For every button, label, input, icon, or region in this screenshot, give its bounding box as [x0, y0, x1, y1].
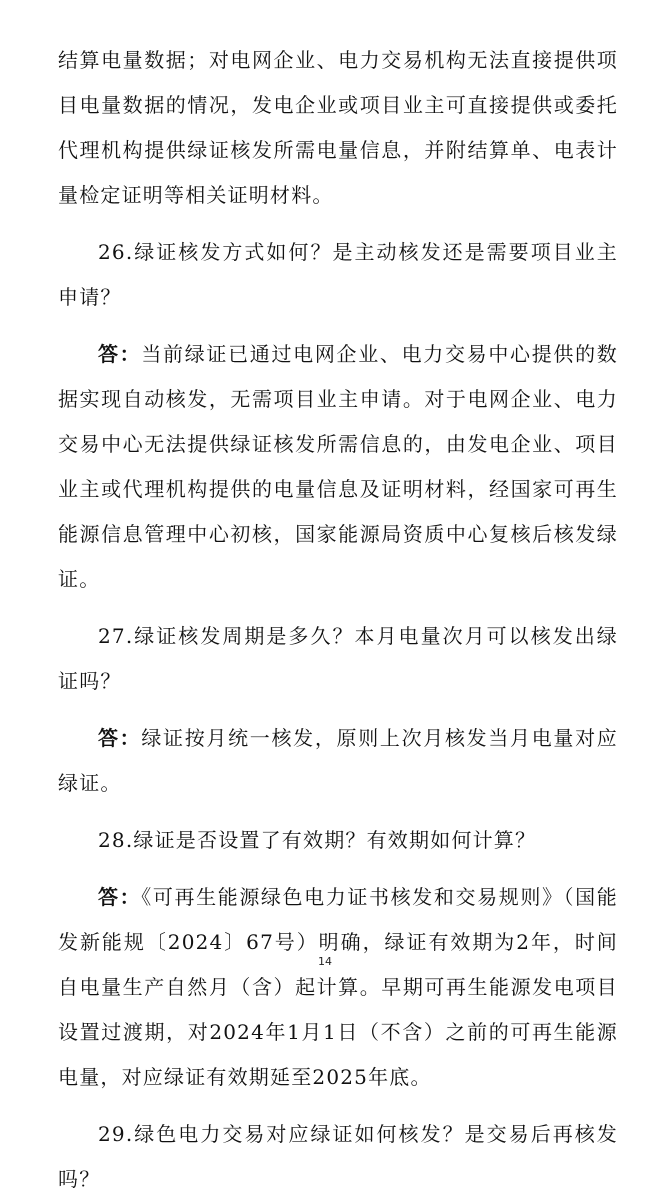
answer-text: 当前绿证已通过电网企业、电力交易中心提供的数据实现自动核发，无需项目业主申请。对于电网企业、电力交易中心无法提供绿证核发所需信息的，由发电企业、项目业主或代理机构提供的电量信息及证明材料，经国家可再生能源信息管理中心初核，国家能源局资质中心复核后核发绿证。 — [58, 342, 618, 591]
answer-text: 《可再生能源绿色电力证书核发和交易规则》（国能发新能规〔2024〕67号）明确，绿证有效期为2年，时间自电量生产自然月（含）起计算。早期可再生能源发电项目设置过渡期，对2024年1月1日（不含）之前的可再生能源电量，对应绿证有效期延至2025年底。 — [58, 885, 618, 1089]
answer-27 — [58, 716, 618, 806]
question-28: 28.绿证是否设置了有效期？有效期如何计算？ — [98, 828, 537, 852]
answer-26 — [58, 332, 618, 602]
document-body — [58, 38, 618, 1202]
answer-label: 答： — [98, 885, 142, 909]
question-29: 29.绿色电力交易对应绿证如何核发？是交易后再核发吗？ — [58, 1122, 618, 1191]
answer-label: 答： — [98, 726, 142, 750]
answer-label: 答： — [98, 342, 142, 366]
answer-28 — [58, 875, 618, 1100]
paragraph-continuation: 结算电量数据；对电网企业、电力交易机构无法直接提供项目电量数据的情况，发电企业或项目业主可直接提供或委托代理机构提供绿证核发所需电量信息，并附结算单、电表计量检定证明等相关证明材料。 — [58, 48, 618, 207]
question-26: 26.绿证核发方式如何？是主动核发还是需要项目业主申请？ — [58, 240, 618, 309]
question-27: 27.绿证核发周期是多久？本月电量次月可以核发出绿证吗？ — [58, 624, 618, 693]
page-number: 14 — [318, 955, 332, 968]
answer-text: 绿证按月统一核发，原则上次月核发当月电量对应绿证。 — [58, 726, 618, 795]
